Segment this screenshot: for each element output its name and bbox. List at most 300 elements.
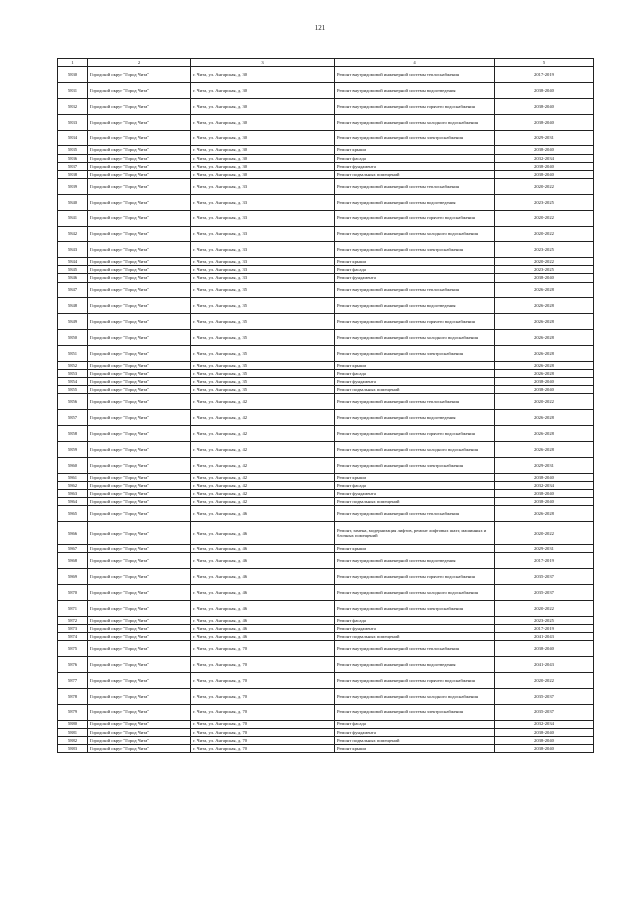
- cell-row-number: 5838: [58, 170, 88, 178]
- cell-address: г. Чита, ул. Ангарская, д. 30: [191, 82, 335, 98]
- cell-row-number: 5836: [58, 154, 88, 162]
- cell-municipality: Городской округ "Город Чита": [88, 410, 191, 426]
- cell-work-type: Ремонт внутридомовой инженерной системы горячего водоснабжения: [335, 569, 495, 585]
- cell-period: 2035-2037: [495, 704, 594, 720]
- cell-work-type: Ремонт внутридомовой инженерной системы холодного водоснабжения: [335, 442, 495, 458]
- cell-work-type: Ремонт фасада: [335, 266, 495, 274]
- table-row: [58, 490, 594, 498]
- cell-address: г. Чита, ул. Ангарская, д. 70: [191, 720, 335, 728]
- cell-period: 2029-2031: [495, 545, 594, 553]
- cell-municipality: Городской округ "Город Чита": [88, 720, 191, 728]
- table-row: [58, 282, 594, 298]
- cell-row-number: 5835: [58, 146, 88, 154]
- cell-municipality: Городской округ "Город Чита": [88, 67, 191, 83]
- cell-municipality: Городской округ "Город Чита": [88, 170, 191, 178]
- cell-work-type: Ремонт внутридомовой инженерной системы теплоснабжения: [335, 178, 495, 194]
- cell-address: г. Чита, ул. Ангарская, д. 46: [191, 506, 335, 522]
- cell-row-number: 5854: [58, 378, 88, 386]
- table-row: [58, 266, 594, 274]
- cell-row-number: 5830: [58, 67, 88, 83]
- cell-work-type: Ремонт внутридомовой инженерной системы теплоснабжения: [335, 282, 495, 298]
- cell-municipality: Городской округ "Город Чита": [88, 162, 191, 170]
- cell-row-number: 5865: [58, 506, 88, 522]
- header-col-3: 3: [191, 59, 335, 67]
- cell-address: г. Чита, ул. Ангарская, д. 35: [191, 370, 335, 378]
- table-row: [58, 569, 594, 585]
- cell-period: 2026-2028: [495, 442, 594, 458]
- cell-municipality: Городской округ "Город Чита": [88, 688, 191, 704]
- cell-period: 2038-2040: [495, 473, 594, 481]
- table-row: [58, 442, 594, 458]
- cell-row-number: 5879: [58, 704, 88, 720]
- cell-row-number: 5853: [58, 370, 88, 378]
- table-row: [58, 728, 594, 736]
- cell-row-number: 5839: [58, 178, 88, 194]
- table-row: [58, 370, 594, 378]
- cell-municipality: Городской округ "Город Чита": [88, 154, 191, 162]
- cell-municipality: Городской округ "Город Чита": [88, 386, 191, 394]
- cell-period: 2032-2034: [495, 720, 594, 728]
- table-row: [58, 457, 594, 473]
- cell-period: 2038-2040: [495, 744, 594, 752]
- cell-row-number: 5875: [58, 641, 88, 657]
- cell-period: 2020-2022: [495, 258, 594, 266]
- cell-row-number: 5863: [58, 490, 88, 498]
- cell-address: г. Чита, ул. Ангарская, д. 35: [191, 330, 335, 346]
- cell-row-number: 5832: [58, 98, 88, 114]
- table-row: [58, 378, 594, 386]
- cell-address: г. Чита, ул. Ангарская, д. 35: [191, 362, 335, 370]
- table-row: [58, 506, 594, 522]
- cell-municipality: Городской округ "Город Чита": [88, 473, 191, 481]
- header-col-1: 1: [58, 59, 88, 67]
- cell-period: 2038-2040: [495, 146, 594, 154]
- cell-municipality: Городской округ "Город Чита": [88, 442, 191, 458]
- cell-period: 2026-2028: [495, 410, 594, 426]
- cell-municipality: Городской округ "Город Чита": [88, 728, 191, 736]
- cell-work-type: Ремонт внутридомовой инженерной системы водоотведения: [335, 298, 495, 314]
- cell-address: г. Чита, ул. Ангарская, д. 33: [191, 258, 335, 266]
- cell-municipality: Городской округ "Город Чита": [88, 641, 191, 657]
- cell-row-number: 5866: [58, 522, 88, 545]
- cell-municipality: Городской округ "Город Чита": [88, 600, 191, 616]
- cell-work-type: Ремонт, замена, модернизация лифтов, ремонт лифтовых шахт, машинных и блочных помещений: [335, 522, 495, 545]
- cell-address: г. Чита, ул. Ангарская, д. 33: [191, 210, 335, 226]
- cell-work-type: Ремонт крыши: [335, 362, 495, 370]
- cell-municipality: Городской округ "Город Чита": [88, 210, 191, 226]
- cell-row-number: 5881: [58, 728, 88, 736]
- cell-work-type: Ремонт подвальных помещений: [335, 632, 495, 640]
- table-row: [58, 410, 594, 426]
- cell-address: г. Чита, ул. Ангарская, д. 42: [191, 442, 335, 458]
- cell-municipality: Городской округ "Город Чита": [88, 506, 191, 522]
- cell-period: 2023-2025: [495, 242, 594, 258]
- cell-row-number: 5860: [58, 457, 88, 473]
- header-col-4: 4: [335, 59, 495, 67]
- cell-row-number: 5847: [58, 282, 88, 298]
- cell-address: г. Чита, ул. Ангарская, д. 46: [191, 584, 335, 600]
- cell-period: 2017-2019: [495, 67, 594, 83]
- cell-work-type: Ремонт внутридомовой инженерной системы электроснабжения: [335, 600, 495, 616]
- table-row: [58, 720, 594, 728]
- table-row: [58, 194, 594, 210]
- cell-address: г. Чита, ул. Ангарская, д. 35: [191, 314, 335, 330]
- cell-work-type: Ремонт фундамента: [335, 378, 495, 386]
- cell-work-type: Ремонт подвальных помещений: [335, 170, 495, 178]
- table-row: [58, 736, 594, 744]
- cell-municipality: Городской округ "Город Чита": [88, 330, 191, 346]
- cell-period: 2023-2025: [495, 616, 594, 624]
- cell-municipality: Городской округ "Город Чита": [88, 258, 191, 266]
- cell-work-type: Ремонт фасада: [335, 481, 495, 489]
- table-row: [58, 114, 594, 130]
- cell-address: г. Чита, ул. Ангарская, д. 35: [191, 378, 335, 386]
- cell-work-type: Ремонт крыши: [335, 146, 495, 154]
- cell-period: 2020-2022: [495, 210, 594, 226]
- table-row: [58, 426, 594, 442]
- cell-row-number: 5869: [58, 569, 88, 585]
- cell-work-type: Ремонт внутридомовой инженерной системы теплоснабжения: [335, 67, 495, 83]
- cell-period: 2020-2022: [495, 600, 594, 616]
- cell-period: 2026-2028: [495, 282, 594, 298]
- cell-address: г. Чита, ул. Ангарская, д. 42: [191, 410, 335, 426]
- cell-row-number: 5876: [58, 656, 88, 672]
- cell-work-type: Ремонт внутридомовой инженерной системы холодного водоснабжения: [335, 330, 495, 346]
- cell-address: г. Чита, ул. Ангарская, д. 42: [191, 457, 335, 473]
- cell-row-number: 5862: [58, 481, 88, 489]
- cell-work-type: Ремонт фасада: [335, 720, 495, 728]
- cell-work-type: Ремонт внутридомовой инженерной системы горячего водоснабжения: [335, 98, 495, 114]
- cell-municipality: Городской округ "Город Чита": [88, 194, 191, 210]
- table-row: [58, 298, 594, 314]
- table-row: [58, 688, 594, 704]
- cell-work-type: Ремонт внутридомовой инженерной системы теплоснабжения: [335, 506, 495, 522]
- cell-municipality: Городской округ "Город Чита": [88, 274, 191, 282]
- cell-address: г. Чита, ул. Ангарская, д. 70: [191, 744, 335, 752]
- table-row: [58, 744, 594, 752]
- table-row: [58, 346, 594, 362]
- cell-address: г. Чита, ул. Ангарская, д. 30: [191, 146, 335, 154]
- table-body: [58, 67, 594, 753]
- cell-municipality: Городской округ "Город Чита": [88, 481, 191, 489]
- table-row: [58, 146, 594, 154]
- cell-row-number: 5851: [58, 346, 88, 362]
- table-row: [58, 672, 594, 688]
- cell-address: г. Чита, ул. Ангарская, д. 35: [191, 298, 335, 314]
- cell-row-number: 5844: [58, 258, 88, 266]
- cell-row-number: 5843: [58, 242, 88, 258]
- cell-municipality: Городской округ "Город Чита": [88, 704, 191, 720]
- cell-period: 2032-2034: [495, 481, 594, 489]
- cell-municipality: Городской округ "Город Чита": [88, 616, 191, 624]
- cell-work-type: Ремонт внутридомовой инженерной системы водоотведения: [335, 553, 495, 569]
- cell-work-type: Ремонт внутридомовой инженерной системы электроснабжения: [335, 242, 495, 258]
- cell-work-type: Ремонт крыши: [335, 545, 495, 553]
- table-row: [58, 656, 594, 672]
- cell-work-type: Ремонт фундамента: [335, 624, 495, 632]
- cell-municipality: Городской округ "Город Чита": [88, 242, 191, 258]
- cell-period: 2026-2028: [495, 298, 594, 314]
- cell-period: 2026-2028: [495, 314, 594, 330]
- cell-work-type: Ремонт внутридомовой инженерной системы холодного водоснабжения: [335, 114, 495, 130]
- table-row: [58, 162, 594, 170]
- table-row: [58, 473, 594, 481]
- cell-address: г. Чита, ул. Ангарская, д. 46: [191, 569, 335, 585]
- cell-work-type: Ремонт внутридомовой инженерной системы водоотведения: [335, 410, 495, 426]
- cell-work-type: Ремонт внутридомовой инженерной системы электроснабжения: [335, 457, 495, 473]
- table-row: [58, 274, 594, 282]
- cell-row-number: 5883: [58, 744, 88, 752]
- cell-work-type: Ремонт внутридомовой инженерной системы горячего водоснабжения: [335, 210, 495, 226]
- table-row: [58, 242, 594, 258]
- cell-address: г. Чита, ул. Ангарская, д. 33: [191, 178, 335, 194]
- cell-row-number: 5857: [58, 410, 88, 426]
- cell-period: 2032-2034: [495, 154, 594, 162]
- cell-period: 2038-2040: [495, 114, 594, 130]
- cell-municipality: Городской округ "Город Чита": [88, 624, 191, 632]
- cell-address: г. Чита, ул. Ангарская, д. 46: [191, 522, 335, 545]
- cell-row-number: 5878: [58, 688, 88, 704]
- cell-period: 2038-2040: [495, 498, 594, 506]
- cell-work-type: Ремонт крыши: [335, 744, 495, 752]
- cell-row-number: 5859: [58, 442, 88, 458]
- cell-period: 2017-2019: [495, 553, 594, 569]
- cell-row-number: 5840: [58, 194, 88, 210]
- cell-address: г. Чита, ул. Ангарская, д. 30: [191, 170, 335, 178]
- cell-municipality: Городской округ "Город Чита": [88, 744, 191, 752]
- table-row: [58, 170, 594, 178]
- cell-municipality: Городской округ "Город Чита": [88, 370, 191, 378]
- table-row: [58, 553, 594, 569]
- cell-row-number: 5846: [58, 274, 88, 282]
- cell-row-number: 5834: [58, 130, 88, 146]
- cell-row-number: 5845: [58, 266, 88, 274]
- cell-address: г. Чита, ул. Ангарская, д. 30: [191, 98, 335, 114]
- cell-work-type: Ремонт внутридомовой инженерной системы водоотведения: [335, 194, 495, 210]
- cell-work-type: Ремонт внутридомовой инженерной системы водоотведения: [335, 82, 495, 98]
- cell-municipality: Городской округ "Город Чита": [88, 298, 191, 314]
- cell-row-number: 5877: [58, 672, 88, 688]
- table-row: [58, 616, 594, 624]
- cell-row-number: 5831: [58, 82, 88, 98]
- cell-row-number: 5850: [58, 330, 88, 346]
- cell-period: 2023-2025: [495, 194, 594, 210]
- cell-address: г. Чита, ул. Ангарская, д. 30: [191, 162, 335, 170]
- cell-municipality: Городской округ "Город Чита": [88, 82, 191, 98]
- cell-municipality: Городской округ "Город Чита": [88, 553, 191, 569]
- cell-address: г. Чита, ул. Ангарская, д. 33: [191, 194, 335, 210]
- cell-work-type: Ремонт внутридомовой инженерной системы холодного водоснабжения: [335, 584, 495, 600]
- table-row: [58, 704, 594, 720]
- cell-work-type: Ремонт внутридомовой инженерной системы горячего водоснабжения: [335, 672, 495, 688]
- table-row: [58, 226, 594, 242]
- table-row: [58, 258, 594, 266]
- cell-work-type: Ремонт внутридомовой инженерной системы электроснабжения: [335, 130, 495, 146]
- cell-period: 2020-2022: [495, 672, 594, 688]
- table-row: [58, 522, 594, 545]
- cell-row-number: 5856: [58, 394, 88, 410]
- cell-address: г. Чита, ул. Ангарская, д. 46: [191, 545, 335, 553]
- cell-address: г. Чита, ул. Ангарская, д. 33: [191, 266, 335, 274]
- cell-work-type: Ремонт подвальных помещений: [335, 386, 495, 394]
- cell-address: г. Чита, ул. Ангарская, д. 33: [191, 242, 335, 258]
- cell-address: г. Чита, ул. Ангарская, д. 42: [191, 481, 335, 489]
- cell-work-type: Ремонт фундамента: [335, 274, 495, 282]
- cell-row-number: 5871: [58, 600, 88, 616]
- cell-municipality: Городской округ "Город Чита": [88, 130, 191, 146]
- table-row: [58, 362, 594, 370]
- cell-period: 2038-2040: [495, 98, 594, 114]
- cell-address: г. Чита, ул. Ангарская, д. 35: [191, 386, 335, 394]
- cell-work-type: Ремонт фундамента: [335, 490, 495, 498]
- cell-municipality: Городской округ "Город Чита": [88, 632, 191, 640]
- cell-row-number: 5872: [58, 616, 88, 624]
- cell-period: 2035-2037: [495, 569, 594, 585]
- table-row: [58, 82, 594, 98]
- cell-municipality: Городской округ "Город Чита": [88, 545, 191, 553]
- cell-row-number: 5873: [58, 624, 88, 632]
- table-row: [58, 178, 594, 194]
- cell-period: 2026-2028: [495, 362, 594, 370]
- cell-municipality: Городской округ "Город Чита": [88, 378, 191, 386]
- cell-period: 2038-2040: [495, 641, 594, 657]
- cell-row-number: 5852: [58, 362, 88, 370]
- cell-work-type: Ремонт внутридомовой инженерной системы водоотведения: [335, 656, 495, 672]
- page-number: 121: [314, 24, 326, 32]
- cell-municipality: Городской округ "Город Чита": [88, 490, 191, 498]
- cell-address: г. Чита, ул. Ангарская, д. 30: [191, 114, 335, 130]
- header-col-5: 5: [495, 59, 594, 67]
- cell-address: г. Чита, ул. Ангарская, д. 35: [191, 282, 335, 298]
- cell-work-type: Ремонт фасада: [335, 616, 495, 624]
- cell-period: 2038-2040: [495, 490, 594, 498]
- cell-row-number: 5855: [58, 386, 88, 394]
- cell-period: 2038-2040: [495, 386, 594, 394]
- cell-period: 2029-2031: [495, 130, 594, 146]
- cell-period: 2026-2028: [495, 506, 594, 522]
- cell-row-number: 5882: [58, 736, 88, 744]
- cell-work-type: Ремонт фасада: [335, 370, 495, 378]
- cell-period: 2035-2037: [495, 584, 594, 600]
- cell-address: г. Чита, ул. Ангарская, д. 70: [191, 656, 335, 672]
- cell-row-number: 5849: [58, 314, 88, 330]
- table-row: [58, 481, 594, 489]
- cell-work-type: Ремонт внутридомовой инженерной системы электроснабжения: [335, 704, 495, 720]
- table-row: [58, 98, 594, 114]
- cell-municipality: Городской округ "Город Чита": [88, 282, 191, 298]
- cell-municipality: Городской округ "Город Чита": [88, 569, 191, 585]
- cell-work-type: Ремонт внутридомовой инженерной системы электроснабжения: [335, 346, 495, 362]
- cell-municipality: Городской округ "Город Чита": [88, 146, 191, 154]
- table-row: [58, 641, 594, 657]
- cell-period: 2038-2040: [495, 170, 594, 178]
- table-row: [58, 600, 594, 616]
- cell-municipality: Городской округ "Город Чита": [88, 362, 191, 370]
- cell-row-number: 5880: [58, 720, 88, 728]
- cell-period: 2041-2043: [495, 632, 594, 640]
- cell-municipality: Городской округ "Город Чита": [88, 656, 191, 672]
- cell-period: 2023-2025: [495, 266, 594, 274]
- cell-period: 2038-2040: [495, 274, 594, 282]
- cell-municipality: Городской округ "Город Чита": [88, 522, 191, 545]
- cell-period: 2038-2040: [495, 162, 594, 170]
- cell-address: г. Чита, ул. Ангарская, д. 30: [191, 154, 335, 162]
- cell-row-number: 5867: [58, 545, 88, 553]
- cell-work-type: Ремонт крыши: [335, 473, 495, 481]
- cell-work-type: Ремонт крыши: [335, 258, 495, 266]
- cell-municipality: Городской округ "Город Чита": [88, 346, 191, 362]
- cell-address: г. Чита, ул. Ангарская, д. 46: [191, 632, 335, 640]
- cell-municipality: Городской округ "Город Чита": [88, 457, 191, 473]
- table-row: [58, 394, 594, 410]
- cell-address: г. Чита, ул. Ангарская, д. 33: [191, 226, 335, 242]
- cell-period: 2020-2022: [495, 394, 594, 410]
- cell-municipality: Городской округ "Город Чита": [88, 266, 191, 274]
- table-row: [58, 67, 594, 83]
- cell-period: 2026-2028: [495, 346, 594, 362]
- cell-address: г. Чита, ул. Ангарская, д. 70: [191, 704, 335, 720]
- cell-period: 2041-2043: [495, 656, 594, 672]
- cell-municipality: Городской округ "Город Чита": [88, 584, 191, 600]
- table-row: [58, 154, 594, 162]
- cell-municipality: Городской округ "Город Чита": [88, 426, 191, 442]
- table-row: [58, 330, 594, 346]
- cell-row-number: 5870: [58, 584, 88, 600]
- cell-period: 2020-2022: [495, 226, 594, 242]
- cell-address: г. Чита, ул. Ангарская, д. 70: [191, 736, 335, 744]
- cell-row-number: 5861: [58, 473, 88, 481]
- cell-work-type: Ремонт подвальных помещений: [335, 736, 495, 744]
- cell-row-number: 5833: [58, 114, 88, 130]
- cell-row-number: 5864: [58, 498, 88, 506]
- cell-period: 2038-2040: [495, 736, 594, 744]
- cell-municipality: Городской округ "Город Чита": [88, 226, 191, 242]
- cell-municipality: Городской округ "Город Чита": [88, 98, 191, 114]
- cell-work-type: Ремонт внутридомовой инженерной системы холодного водоснабжения: [335, 688, 495, 704]
- cell-address: г. Чита, ул. Ангарская, д. 70: [191, 688, 335, 704]
- cell-row-number: 5842: [58, 226, 88, 242]
- cell-period: 2035-2037: [495, 688, 594, 704]
- cell-address: г. Чита, ул. Ангарская, д. 42: [191, 426, 335, 442]
- cell-address: г. Чита, ул. Ангарская, д. 46: [191, 553, 335, 569]
- cell-period: 2020-2022: [495, 178, 594, 194]
- cell-work-type: Ремонт внутридомовой инженерной системы теплоснабжения: [335, 641, 495, 657]
- cell-address: г. Чита, ул. Ангарская, д. 46: [191, 624, 335, 632]
- cell-address: г. Чита, ул. Ангарская, д. 42: [191, 473, 335, 481]
- cell-work-type: Ремонт фасада: [335, 154, 495, 162]
- cell-municipality: Городской округ "Город Чита": [88, 114, 191, 130]
- cell-period: 2026-2028: [495, 426, 594, 442]
- cell-row-number: 5837: [58, 162, 88, 170]
- table-header: [58, 59, 594, 67]
- table-row: [58, 584, 594, 600]
- cell-address: г. Чита, ул. Ангарская, д. 70: [191, 728, 335, 736]
- cell-address: г. Чита, ул. Ангарская, д. 42: [191, 490, 335, 498]
- table-row: [58, 130, 594, 146]
- table-row: [58, 624, 594, 632]
- cell-address: г. Чита, ул. Ангарская, д. 70: [191, 641, 335, 657]
- cell-address: г. Чита, ул. Ангарская, д. 33: [191, 274, 335, 282]
- table-row: [58, 498, 594, 506]
- cell-municipality: Городской округ "Город Чита": [88, 498, 191, 506]
- header-row: [58, 59, 594, 67]
- cell-work-type: Ремонт фундамента: [335, 162, 495, 170]
- cell-address: г. Чита, ул. Ангарская, д. 30: [191, 67, 335, 83]
- cell-address: г. Чита, ул. Ангарская, д. 30: [191, 130, 335, 146]
- cell-row-number: 5874: [58, 632, 88, 640]
- cell-work-type: Ремонт подвальных помещений: [335, 498, 495, 506]
- cell-period: 2017-2019: [495, 624, 594, 632]
